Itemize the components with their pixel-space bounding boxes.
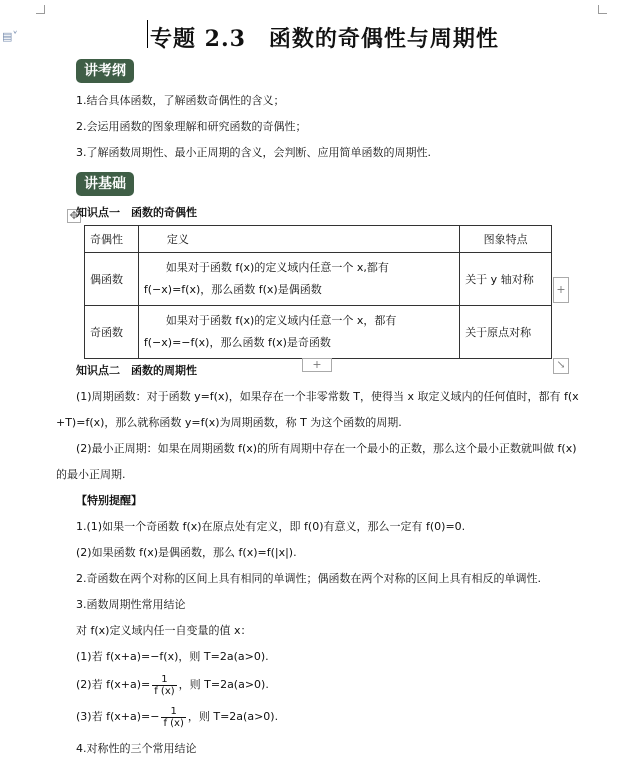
conclusion-2-post: ，则 T=2a(a>0).	[178, 678, 269, 691]
row-definition: 如果对于函数 f(x)的定义域内任意一个 x，都有 f(−x)=−f(x)，那么函数 f(x)是奇函数	[138, 306, 459, 359]
row-feature: 关于原点对称	[460, 306, 552, 359]
fraction-denominator: f (x)	[163, 717, 184, 729]
fraction	[161, 706, 185, 729]
add-row-icon[interactable]: +	[302, 358, 332, 372]
period-def-2b: 的最小正周期.	[56, 468, 126, 481]
outline-item-3: 3.了解函数周期性、最小正周期的含义，会判断、应用简单函数的周期性.	[76, 146, 431, 159]
conclusion-2-pre: (2)若 f(x+a)=	[76, 678, 151, 691]
table-header-row	[85, 226, 552, 253]
outline-badge: 讲考纲	[76, 59, 134, 83]
parity-table	[84, 225, 552, 359]
header-definition: 定义	[138, 226, 459, 253]
add-column-icon[interactable]: +	[553, 277, 569, 303]
fraction-denominator: f (x)	[154, 685, 175, 697]
conclusion-1: (1)若 f(x+a)=−f(x)，则 T=2a(a>0).	[76, 650, 269, 663]
header-feature: 图象特点	[460, 226, 552, 253]
table-row	[85, 306, 552, 359]
row-definition: 如果对于函数 f(x)的定义域内任意一个 x,都有 f(−x)=f(x)，那么函数 f(x)是偶函数	[138, 253, 459, 306]
row-type: 奇函数	[85, 306, 139, 359]
knowledge-point-1: 知识点一 函数的奇偶性	[76, 206, 197, 219]
outline-item-2: 2.会运用函数的图象理解和研究函数的奇偶性；	[76, 120, 307, 133]
period-def-1b: +T)=f(x)，那么就称函数 y=f(x)为周期函数，称 T 为这个函数的周期.	[56, 416, 402, 429]
tip-5: 对 f(x)定义域内任一自变量的值 x：	[76, 624, 252, 637]
tip-6: 4.对称性的三个常用结论	[76, 742, 197, 755]
conclusion-3-pre: (3)若 f(x+a)=−	[76, 710, 160, 723]
fraction-numerator: 1	[161, 706, 185, 718]
basics-badge: 讲基础	[76, 172, 134, 196]
text-cursor	[147, 20, 148, 48]
row-type: 偶函数	[85, 253, 139, 306]
table-row	[85, 253, 552, 306]
conclusion-3	[76, 704, 278, 730]
period-def-1a: (1)周期函数：对于函数 y=f(x)，如果存在一个非零常数 T，使得当 x 取定义域内的任何值时，都有 f(x	[76, 390, 579, 403]
tip-2: (2)如果函数 f(x)是偶函数，那么 f(x)=f(|x|).	[76, 546, 297, 559]
row-feature: 关于 y 轴对称	[460, 253, 552, 306]
fraction-numerator: 1	[152, 674, 176, 686]
tip-1: 1.(1)如果一个奇函数 f(x)在原点处有定义，即 f(0)有意义，那么一定有 f(0)=0.	[76, 520, 466, 533]
tip-4: 3.函数周期性常用结论	[76, 598, 186, 611]
period-def-2a: (2)最小正周期：如果在周期函数 f(x)的所有周期中存在一个最小的正数，那么这个最小正数就叫做 f(x)	[76, 442, 577, 455]
outline-item-1: 1.结合具体函数，了解函数奇偶性的含义；	[76, 94, 285, 107]
document-icon[interactable]: ▤˅	[2, 30, 18, 43]
tips-heading: 【特别提醒】	[76, 494, 142, 507]
conclusion-2	[76, 672, 269, 698]
conclusion-3-post: ，则 T=2a(a>0).	[187, 710, 279, 723]
fraction	[152, 674, 176, 697]
knowledge-point-2: 知识点二 函数的周期性	[76, 364, 197, 377]
crop-mark-top-right	[598, 5, 607, 14]
header-parity: 奇偶性	[85, 226, 139, 253]
crop-mark-top-left	[36, 5, 45, 14]
table-move-icon[interactable]: ✥	[67, 209, 81, 223]
page-title: 专题 2.3 函数的奇偶性与周期性	[150, 26, 499, 52]
tip-3: 2.奇函数在两个对称的区间上具有相同的单调性；偶函数在两个对称的区间上具有相反的单调性.	[76, 572, 541, 585]
resize-table-icon[interactable]: ↘	[553, 358, 569, 374]
